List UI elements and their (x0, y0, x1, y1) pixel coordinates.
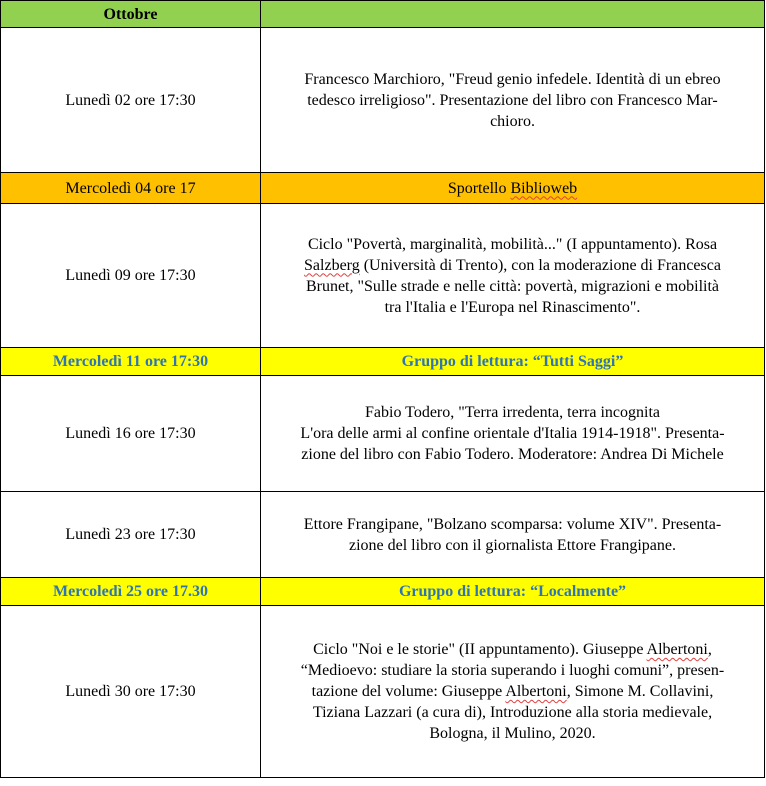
event-title: Gruppo di lettura: “Localmente” (261, 578, 765, 606)
event-description: Ciclo "Noi e le storie" (II appuntamento). Giuseppe Albertoni, “Medioevo: studiare la storia superando i luoghi comuni”, presen- tazione del volume: Giuseppe Albertoni, Simone M. Collavini, Tiziana Lazzari (a cura di), Introduzione alla storia medievale, Bologna, il Mulino, 2020. (261, 606, 765, 778)
header-row (1, 1, 765, 28)
month-header: Ottobre (1, 1, 261, 28)
event-date: Lunedì 16 ore 17:30 (1, 376, 261, 492)
event-description: Ettore Frangipane, "Bolzano scomparsa: volume XIV". Presenta- zione del libro con il giornalista Ettore Frangipane. (261, 492, 765, 578)
event-description: Ciclo "Povertà, marginalità, mobilità..." (I appuntamento). Rosa Salzberg (Università di Trento), con la moderazione di Francesca Brunet, "Sulle strade e nelle città: povertà, migrazioni e mobilità tra l'Italia e l'Europa nel Rinascimento". (261, 204, 765, 348)
event-date: Mercoledì 11 ore 17:30 (1, 348, 261, 376)
event-description: Fabio Todero, "Terra irredenta, terra incognita L'ora delle armi al confine orientale d'Italia 1914-1918". Presenta- zione del libro con Fabio Todero. Moderatore: Andrea Di Michele (261, 376, 765, 492)
event-row-23 (1, 492, 765, 578)
event-row-25 (1, 578, 765, 606)
event-row-02 (1, 28, 765, 173)
event-title: Sportello Biblioweb (261, 173, 765, 204)
event-row-04 (1, 173, 765, 204)
event-description: Francesco Marchioro, "Freud genio infedele. Identità di un ebreo tedesco irreligioso". Presentazione del libro con Francesco Mar- chioro. (261, 28, 765, 173)
event-date: Lunedì 23 ore 17:30 (1, 492, 261, 578)
event-row-30 (1, 606, 765, 778)
event-title: Gruppo di lettura: “Tutti Saggi” (261, 348, 765, 376)
event-date: Lunedì 30 ore 17:30 (1, 606, 261, 778)
event-row-11 (1, 348, 765, 376)
header-empty (261, 1, 765, 28)
event-date: Lunedì 09 ore 17:30 (1, 204, 261, 348)
event-date: Lunedì 02 ore 17:30 (1, 28, 261, 173)
event-row-16 (1, 376, 765, 492)
event-row-09 (1, 204, 765, 348)
event-date: Mercoledì 04 ore 17 (1, 173, 261, 204)
event-date: Mercoledì 25 ore 17.30 (1, 578, 261, 606)
